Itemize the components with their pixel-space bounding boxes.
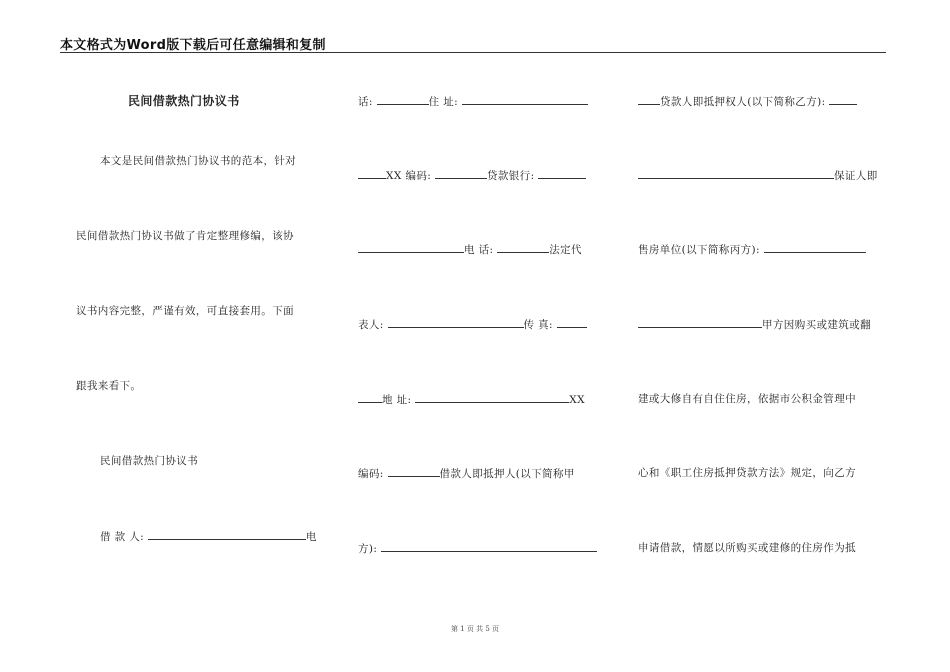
col3-line-5: 建或大修自有自住住房，依据市公积金管理中 <box>638 393 856 405</box>
col2-line-4 <box>358 317 587 332</box>
blank-field <box>381 541 597 552</box>
blank-field <box>497 242 549 253</box>
col3-line-4 <box>638 317 871 332</box>
intro-line-4: 跟我来看下。 <box>76 380 142 392</box>
blank-field <box>538 168 586 179</box>
bank-label: 贷款银行: <box>486 170 535 182</box>
document-header <box>60 36 886 53</box>
col3-line-1 <box>638 94 857 109</box>
col3-line-3 <box>638 242 866 257</box>
blank-field <box>388 466 440 477</box>
blank-field <box>358 392 382 403</box>
phone-label: 电 话: <box>464 244 494 256</box>
mortgagor-label: 借款人即抵押人(以下简称甲 <box>439 468 575 480</box>
rep-label-tail: 表人: <box>358 319 384 331</box>
borrower-after: 电 <box>305 531 317 543</box>
blank-field <box>638 168 834 179</box>
mortgagee-label: 贷款人即抵押权人(以下简称乙方): <box>660 96 826 108</box>
postcode-label: XX 编码: <box>386 170 432 182</box>
col2-line-2 <box>358 168 586 183</box>
address-label: 住 址: <box>428 96 459 108</box>
address-label: 地 址: <box>382 394 412 406</box>
clause-start: 甲方因购买或建筑或翻 <box>762 319 871 331</box>
party-a-label-tail: 方): <box>358 543 378 555</box>
borrower-label: 借 款 人: <box>100 531 145 543</box>
blank-field <box>358 168 386 179</box>
blank-field <box>358 242 464 253</box>
guarantor-label: 保证人即 <box>834 170 878 182</box>
seller-label: 售房单位(以下简称丙方): <box>638 244 760 256</box>
col2-line-3 <box>358 242 582 257</box>
blank-field <box>462 94 588 105</box>
phone-label-tail: 话: <box>358 96 373 108</box>
document-title: 民间借款热门协议书 <box>128 94 240 108</box>
blank-field <box>638 94 660 105</box>
blank-field <box>148 529 306 540</box>
page-number: 第 1 页 共 5 页 <box>450 625 500 633</box>
blank-field <box>638 317 762 328</box>
col2-line-7 <box>358 541 597 556</box>
blank-field <box>557 317 587 328</box>
legal-rep-label: 法定代 <box>549 244 582 256</box>
header-text: 本文格式为Word版下载后可任意编辑和复制 <box>60 38 326 53</box>
col3-line-7: 申请借款，情愿以所购买或建修的住房作为抵 <box>638 542 856 554</box>
fax-label: 传 真: <box>523 319 553 331</box>
postcode-prefix: XX <box>569 394 585 406</box>
col2-line-6 <box>358 466 575 481</box>
borrower-line <box>100 529 317 544</box>
blank-field <box>764 242 866 253</box>
blank-field <box>415 392 569 403</box>
blank-field <box>377 94 429 105</box>
intro-line-1: 本文是民间借款热门协议书的范本，针对 <box>100 155 297 167</box>
col2-line-5 <box>358 392 585 407</box>
blank-field <box>829 94 857 105</box>
intro-line-2: 民间借款热门协议书做了肯定整理修编，该协 <box>76 230 294 242</box>
postcode-label-tail: 编码: <box>358 468 384 480</box>
col3-line-6: 心和《职工住房抵押贷款方法》规定，向乙方 <box>638 467 856 479</box>
col2-line-1 <box>358 94 588 109</box>
agreement-subtitle: 民间借款热门协议书 <box>100 455 199 467</box>
blank-field <box>388 317 524 328</box>
blank-field <box>435 168 487 179</box>
col3-line-2 <box>638 168 878 183</box>
intro-line-3: 议书内容完整，严谨有效，可直接套用。下面 <box>76 305 294 317</box>
